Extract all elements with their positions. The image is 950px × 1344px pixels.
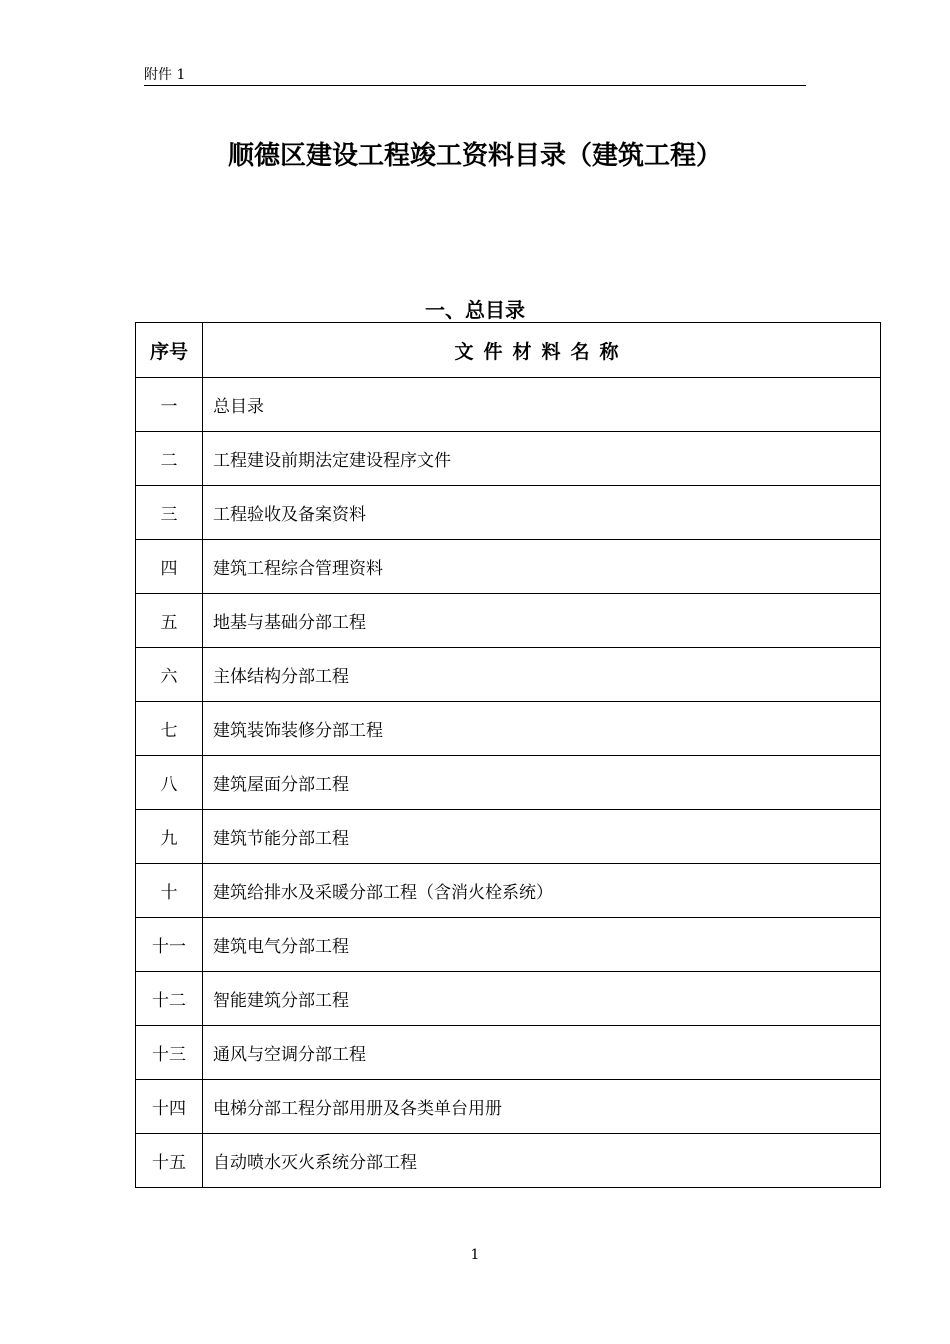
row-number: 一 [136,378,203,432]
toc-body [136,378,881,1188]
row-name: 总目录 [203,378,881,432]
table-row [136,1026,881,1080]
row-number: 八 [136,756,203,810]
row-name: 建筑屋面分部工程 [203,756,881,810]
row-name: 自动喷水灭火系统分部工程 [203,1134,881,1188]
row-name: 电梯分部工程分部用册及各类单台用册 [203,1080,881,1134]
row-name: 建筑装饰装修分部工程 [203,702,881,756]
table-row [136,1080,881,1134]
row-name: 智能建筑分部工程 [203,972,881,1026]
row-name: 地基与基础分部工程 [203,594,881,648]
attachment-label: 附件 1 [144,67,186,83]
row-number: 十 [136,864,203,918]
document-title: 顺德区建设工程竣工资料目录（建筑工程） [227,141,722,171]
row-name: 主体结构分部工程 [203,648,881,702]
row-number: 十三 [136,1026,203,1080]
table-row [136,918,881,972]
row-name: 工程验收及备案资料 [203,486,881,540]
table-row [136,756,881,810]
row-number: 十五 [136,1134,203,1188]
table-row [136,648,881,702]
row-name: 建筑电气分部工程 [203,918,881,972]
row-name: 建筑工程综合管理资料 [203,540,881,594]
row-number: 四 [136,540,203,594]
row-name: 建筑给排水及采暖分部工程（含消火栓系统） [203,864,881,918]
header-number: 序号 [136,323,203,378]
row-name: 建筑节能分部工程 [203,810,881,864]
table-row [136,864,881,918]
row-name: 通风与空调分部工程 [203,1026,881,1080]
table-row [136,594,881,648]
table-header-row [136,323,881,378]
row-number: 三 [136,486,203,540]
table-row [136,972,881,1026]
row-number: 二 [136,432,203,486]
header-rule [144,85,806,86]
header-name: 文件材料名称 [203,323,881,378]
row-number: 十二 [136,972,203,1026]
table-row [136,432,881,486]
table-row [136,702,881,756]
section-title: 一、总目录 [425,298,525,322]
table-row [136,1134,881,1188]
table-row [136,486,881,540]
toc-table [135,322,881,1188]
row-number: 九 [136,810,203,864]
row-number: 十四 [136,1080,203,1134]
row-number: 五 [136,594,203,648]
table-row [136,810,881,864]
row-name: 工程建设前期法定建设程序文件 [203,432,881,486]
table-row [136,540,881,594]
table-row [136,378,881,432]
row-number: 七 [136,702,203,756]
row-number: 十一 [136,918,203,972]
row-number: 六 [136,648,203,702]
page-number: 1 [470,1247,480,1263]
